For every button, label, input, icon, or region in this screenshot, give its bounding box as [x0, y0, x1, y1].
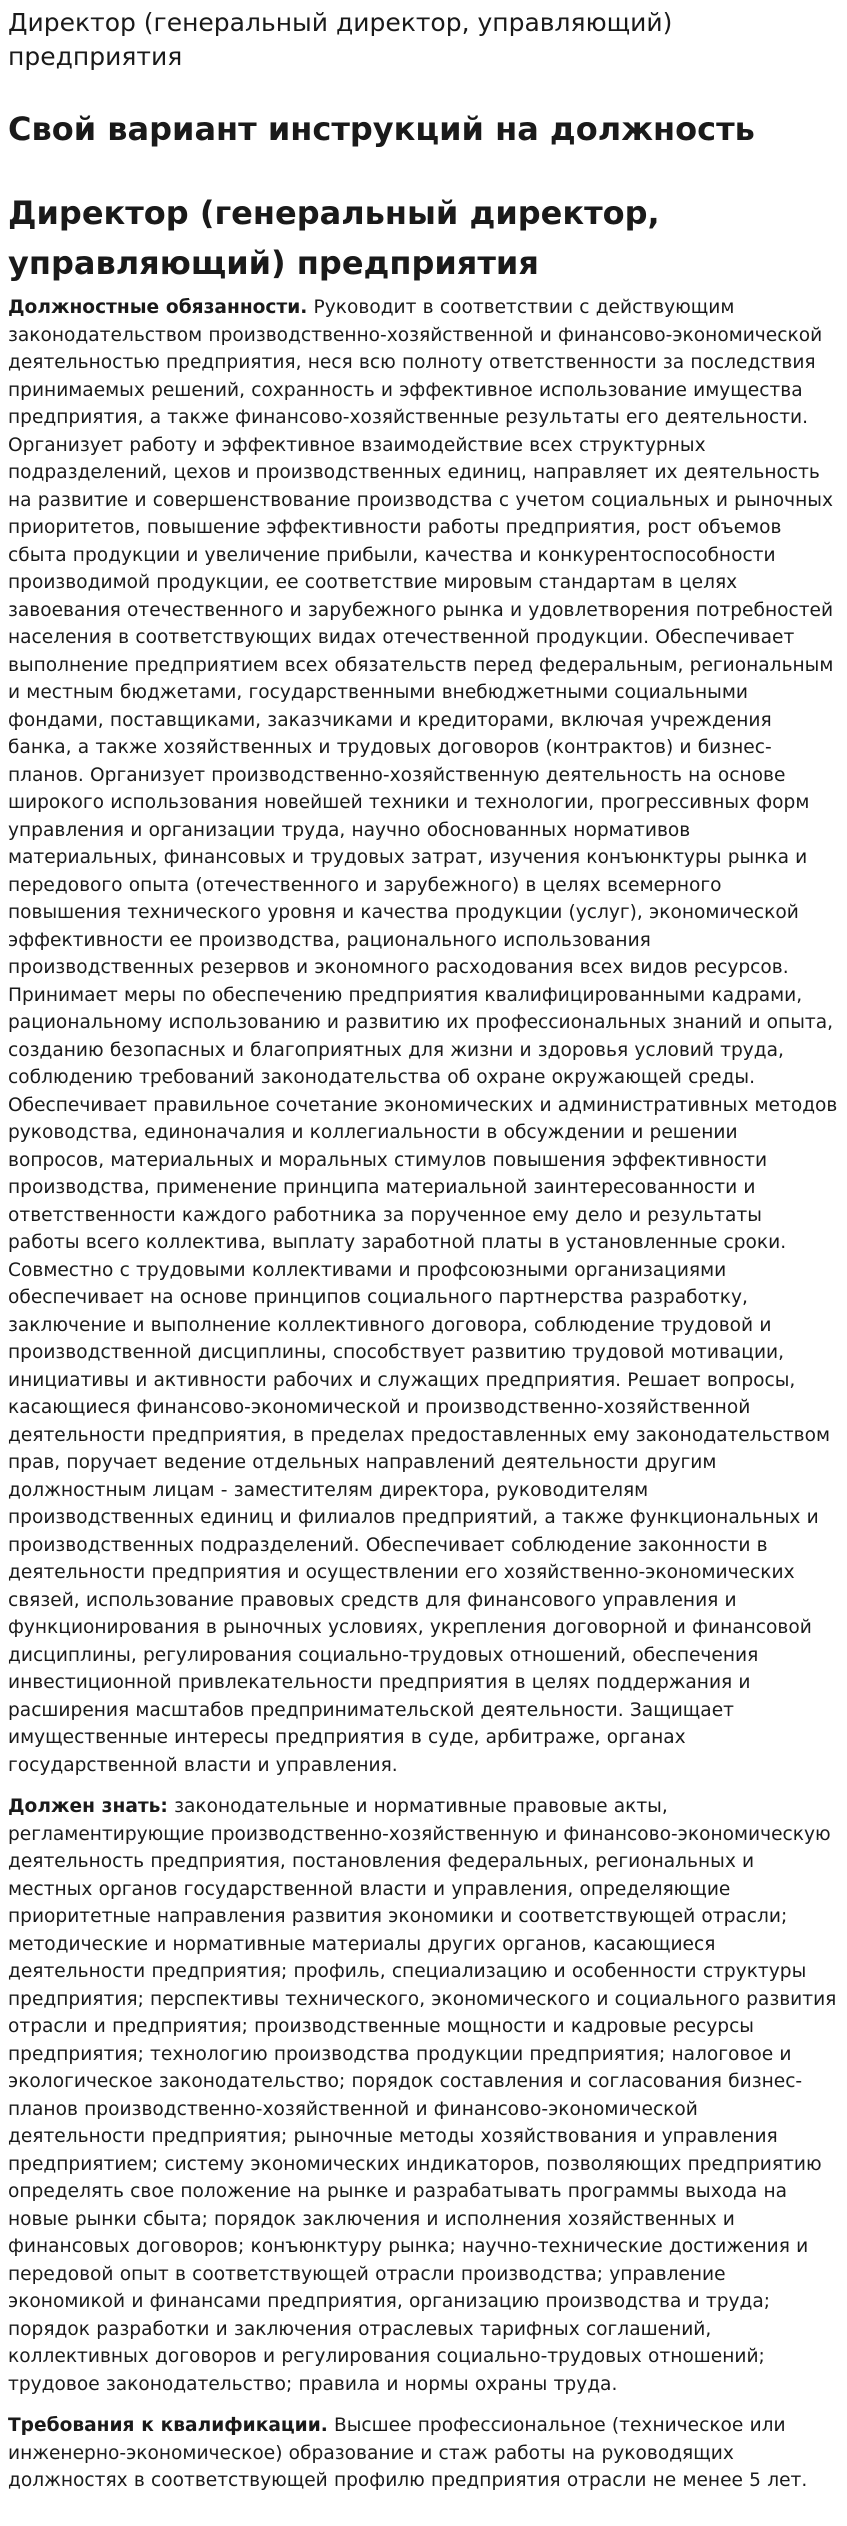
duties-text: Руководит в соответствии с действующим законодательством производственно-хозяйственной и финансово-экономической деятельностью предприятия, неся всю полноту ответственности за последствия принимаемых решений, сохранность и эффективное использование имущества предприятия, а также финансово-хозяйственные результаты его деятельности. Организует работу и эффективное взаимодействие всех структурных подразделений, цехов и производственных единиц, направляет их деятельность на развитие и совершенствование производства с учетом социальных и рыночных приоритетов, повышение эффективности работы предприятия, рост объемов сбыта продукции и увеличение прибыли, качества и конкурентоспособности производимой продукции, ее соответствие мировым стандартам в целях завоевания отечественного и зарубежного рынка и удовлетворения потребностей населения в соответствующих видах отечественной продукции. Обеспечивает выполнение предприятием всех обязательств перед федеральным, региональным и местным бюджетами, государственными внебюджетными социальными фондами, поставщиками, заказчиками и кредиторами, включая учреждения банка, а также хозяйственных и трудовых договоров (контрактов) и бизнес-планов. Организует производственно-хозяйственную деятельность на основе широкого использования новейшей техники и технологии, прогрессивных форм управления и организации труда, научно обоснованных нормативов материальных, финансовых и трудовых затрат, изучения конъюнктуры рынка и передового опыта (отечественного и зарубежного) в целях всемерного повышения технического уровня и качества продукции (услуг), экономической эффективности ее производства, рационального использования производственных резервов и экономного расходования всех видов ресурсов. Принимает меры по обеспечению предприятия квалифицированными кадрами, рациональному использованию и развитию их профессиональных знаний и опыта, созданию безопасных и благоприятных для жизни и здоровья условий труда, соблюдению требований законодательства об охране окружающей среды. Обеспечивает правильное сочетание экономических и административных методов руководства, единоначалия и коллегиальности в обсуждении и решении вопросов, материальных и моральных стимулов повышения эффективности производства, применение принципа материальной заинтересованности и ответственности каждого работника за порученное ему дело и результаты работы всего коллектива, выплату заработной платы в установленные сроки. Совместно с трудовыми коллективами и профсоюзными организациями обеспечивает на основе принципов социального партнерства разработку, заключение и выполнение коллективного договора, соблюдение трудовой и производственной дисциплины, способствует развитию трудовой мотивации, инициативы и активности рабочих и служащих предприятия. Решает вопросы, касающиеся финансово-экономической и производственно-хозяйственной деятельности предприятия, в пределах предоставленных ему законодательством прав, поручает ведение отдельных направлений деятельности другим должностным лицам - заместителям директора, руководителям производственных единиц и филиалов предприятий, а также функциональных и производственных подразделений. Обеспечивает соблюдение законности в деятельности предприятия и осуществлении его хозяйственно-экономических связей, использование правовых средств для финансового управления и функционирования в рыночных условиях, укрепления договорной и финансовой дисциплины, регулирования социально-трудовых отношений, обеспечения инвестиционной привлекательности предприятия в целях поддержания и расширения масштабов предпринимательской деятельности. Защищает имущественные интересы предприятия в суде, арбитраже, органах государственной власти и управления.: [8, 297, 838, 1776]
duties-label: Должностные обязанности.: [8, 297, 308, 318]
must-know-text: законодательные и нормативные правовые акты, регламентирующие производственно-хозяйственную и финансово-экономическую деятельность предприятия, постановления федеральных, региональных и местных органов государственной власти и управления, определяющие приоритетные направления развития экономики и соответствующей отрасли; методические и нормативные материалы других органов, касающиеся деятельности предприятия; профиль, специализацию и особенности структуры предприятия; перспективы технического, экономического и социального развития отрасли и предприятия; производственные мощности и кадровые ресурсы предприятия; технологию производства продукции предприятия; налоговое и экологическое законодательство; порядок составления и согласования бизнес-планов производственно-хозяйственной и финансово-экономической деятельности предприятия; рыночные методы хозяйствования и управления предприятием; систему экономических индикаторов, позволяющих предприятию определять свое положение на рынке и разрабатывать программы выхода на новые рынки сбыта; порядок заключения и исполнения хозяйственных и финансовых договоров; конъюнктуру рынка; научно-технические достижения и передовой опыт в соответствующей отрасли производства; управление экономикой и финансами предприятия, организацию производства и труда; порядок разработки и заключения отраслевых тарифных соглашений, коллективных договоров и регулирования социально-трудовых отношений; трудовое законодательство; правила и нормы охраны труда.: [8, 1796, 837, 2395]
must-know-paragraph: [8, 1793, 839, 2398]
qualification-label: Требования к квалификации.: [8, 2415, 328, 2436]
job-title-heading: Директор (генеральный директор, управляющий) предприятия: [8, 194, 660, 282]
must-know-label: Должен знать:: [8, 1796, 168, 1817]
page-title: Директор (генеральный директор, управляющий) предприятия: [8, 8, 673, 71]
qualification-paragraph: [8, 2412, 839, 2495]
section-heading: Свой вариант инструкций на должность: [8, 110, 755, 148]
qualification-text: Высшее профессиональное (техническое или инженерно-экономическое) образование и стаж работы на руководящих должностях в соответствующей профилю предприятия отрасли не менее 5 лет.: [8, 2415, 808, 2491]
duties-paragraph: [8, 294, 839, 1779]
